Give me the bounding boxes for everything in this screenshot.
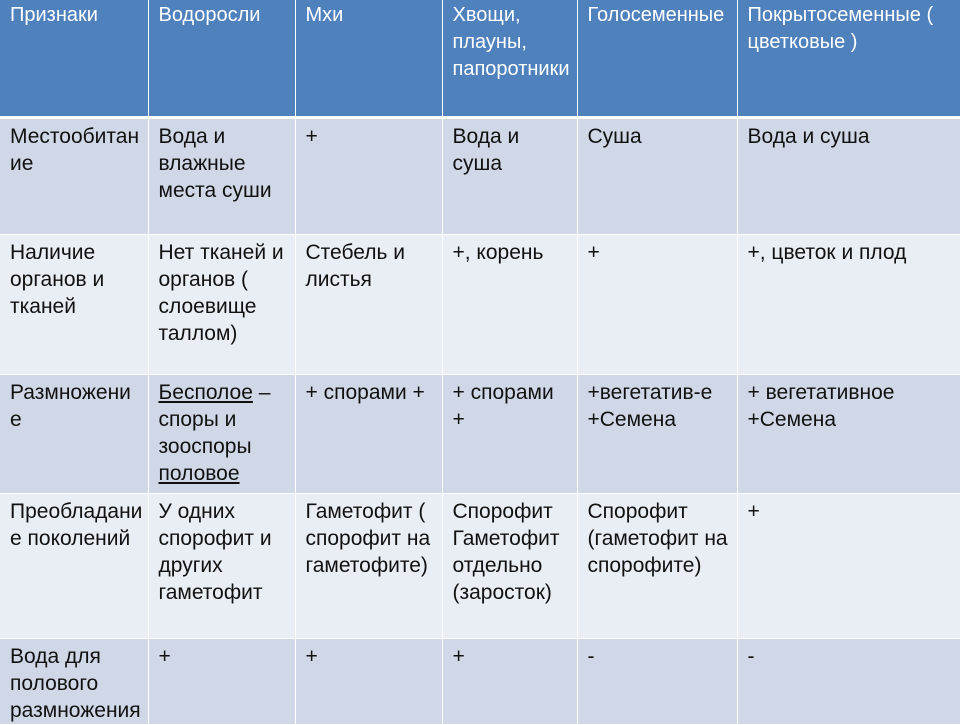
cell-ferns: Вода и суша <box>442 117 577 234</box>
feature-cell: Преобладание поколений <box>0 493 148 638</box>
cell-gymnosperms: Спорофит (гаметофит на спорофите) <box>577 493 737 638</box>
cell-angiosperms: - <box>737 638 960 724</box>
header-angiosperms: Покрытосеменные ( цветковые ) <box>737 0 960 117</box>
asexual-detail: – споры и зооспоры <box>158 380 271 458</box>
cell-mosses: Стебель и листья <box>295 234 442 374</box>
row-reproduction <box>0 374 960 493</box>
cell-ferns: + спорами + <box>442 374 577 493</box>
header-gymnosperms: Голосеменные <box>577 0 737 117</box>
cell-mosses: Гаметофит ( спорофит на гаметофите) <box>295 493 442 638</box>
cell-ferns: Спорофит Гаметофит отдельно (заросток) <box>442 493 577 638</box>
row-generation-dominance <box>0 493 960 638</box>
cell-gymnosperms: - <box>577 638 737 724</box>
cell-ferns: +, корень <box>442 234 577 374</box>
header-mosses: Мхи <box>295 0 442 117</box>
cell-gymnosperms: Суша <box>577 117 737 234</box>
cell-algae: Вода и влажные места суши <box>148 117 295 234</box>
sexual-label: половое <box>158 461 240 485</box>
cell-angiosperms <box>737 374 960 493</box>
feature-cell: Местообитание <box>0 117 148 234</box>
cell-ferns: + <box>442 638 577 724</box>
feature-cell: Размножение <box>0 374 148 493</box>
header-row <box>0 0 960 117</box>
cell-algae: + <box>148 638 295 724</box>
seeds-text: +Семена <box>747 407 837 431</box>
cell-angiosperms: + <box>737 493 960 638</box>
cell-angiosperms: +, цветок и плод <box>737 234 960 374</box>
feature-cell: Вода для полового размножения <box>0 638 148 724</box>
cell-algae: Нет тканей и органов ( слоевище таллом) <box>148 234 295 374</box>
cell-gymnosperms <box>577 374 737 493</box>
seeds-text: +Семена <box>587 407 677 431</box>
cell-gymnosperms: + <box>577 234 737 374</box>
vegetative-text: + вегетативное <box>747 380 895 404</box>
header-features: Признаки <box>0 0 148 117</box>
cell-mosses: + <box>295 638 442 724</box>
row-habitat <box>0 117 960 234</box>
asexual-label: Бесполое <box>158 380 253 404</box>
row-organs-tissues <box>0 234 960 374</box>
cell-algae: У одних спорофит и других гаметофит <box>148 493 295 638</box>
header-ferns: Хвощи, плауны, папоротники <box>442 0 577 117</box>
vegetative-text: +вегетатив-е <box>587 380 713 404</box>
cell-mosses: + <box>295 117 442 234</box>
row-water-for-reproduction <box>0 638 960 724</box>
cell-angiosperms: Вода и суша <box>737 117 960 234</box>
cell-mosses: + спорами + <box>295 374 442 493</box>
feature-cell: Наличие органов и тканей <box>0 234 148 374</box>
cell-algae <box>148 374 295 493</box>
header-algae: Водоросли <box>148 0 295 117</box>
